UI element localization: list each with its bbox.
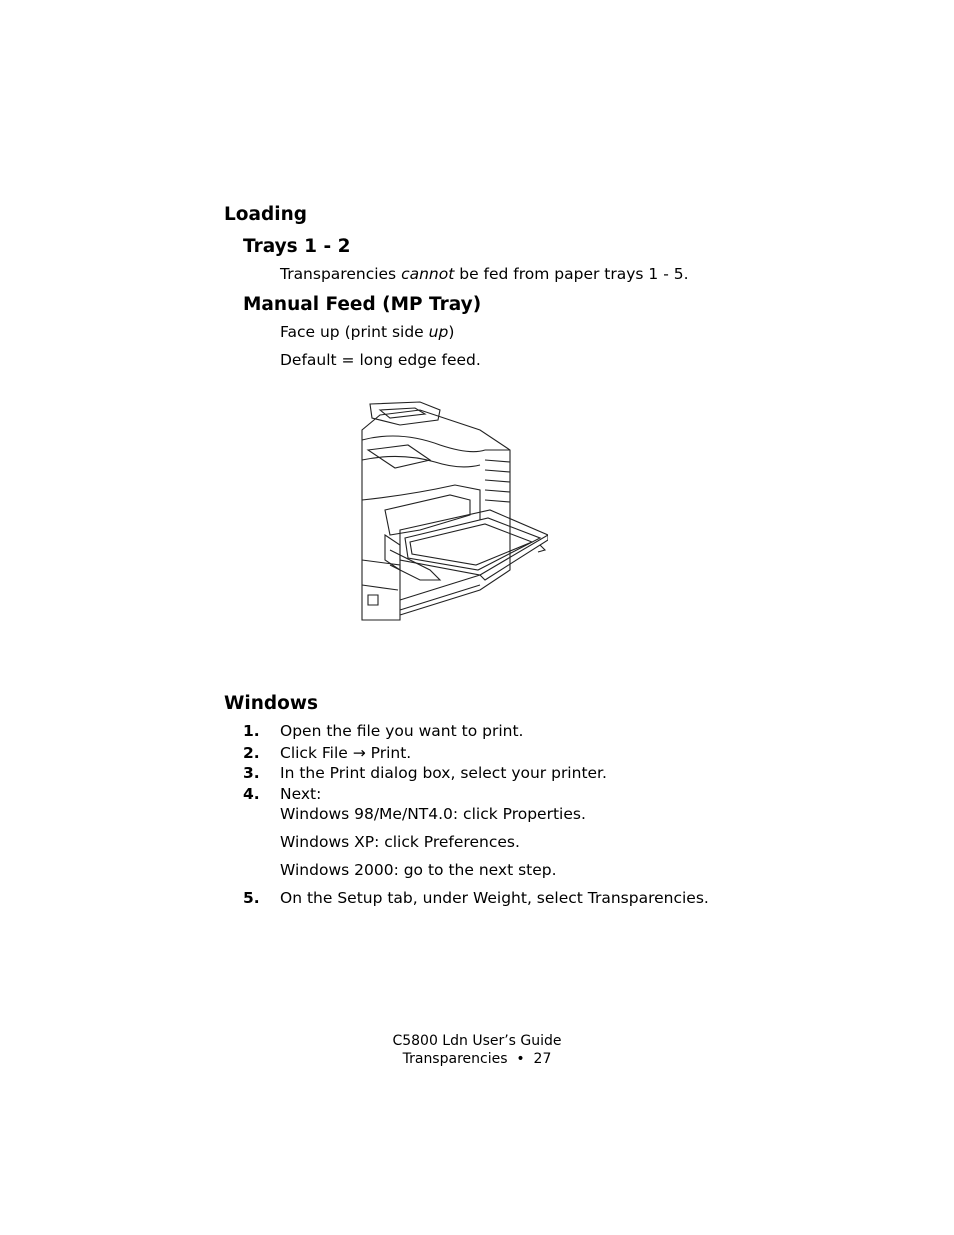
manual-line-1-part: Face up (print side — [280, 323, 429, 341]
subheading-trays: Trays 1 - 2 — [243, 236, 351, 257]
manual-line-1-emphasis: up — [428, 323, 449, 341]
step-4-sub-item: Windows 2000: go to the next step. — [280, 861, 557, 879]
step-4-sub-item: Windows XP: click Preferences. — [280, 833, 520, 851]
step-4-sub-item: Windows 98/Me/NT4.0: click Properties. — [280, 805, 586, 823]
manual-line-1 — [280, 323, 454, 341]
step-number: 3. — [243, 764, 260, 782]
step-number: 5. — [243, 889, 260, 907]
step-text: In the Print dialog box, select your printer. — [280, 764, 607, 782]
trays-text — [280, 265, 689, 283]
section-heading-loading: Loading — [224, 204, 307, 225]
step-text: Open the file you want to print. — [280, 722, 524, 740]
manual-line-1-part: ) — [448, 323, 455, 341]
step-number: 2. — [243, 744, 260, 762]
trays-text-emphasis: cannot — [401, 265, 455, 283]
trays-text-part: Transparencies — [280, 265, 402, 283]
manual-line-2: Default = long edge feed. — [280, 351, 481, 369]
section-heading-windows: Windows — [224, 693, 318, 714]
step-number: 1. — [243, 722, 260, 740]
step-text: Next: — [280, 785, 322, 803]
footer-page-info: Transparencies • 27 — [402, 1051, 552, 1067]
step-text: Click File → Print. — [280, 744, 412, 762]
step-number: 4. — [243, 785, 260, 803]
subheading-manual-feed: Manual Feed (MP Tray) — [243, 294, 482, 315]
footer-guide-title: C5800 Ldn User’s Guide — [392, 1033, 562, 1049]
trays-text-part: be fed from paper trays 1 - 5. — [454, 265, 689, 283]
printer-mp-tray-illustration — [360, 400, 548, 625]
step-text: On the Setup tab, under Weight, select Transparencies. — [280, 889, 709, 907]
